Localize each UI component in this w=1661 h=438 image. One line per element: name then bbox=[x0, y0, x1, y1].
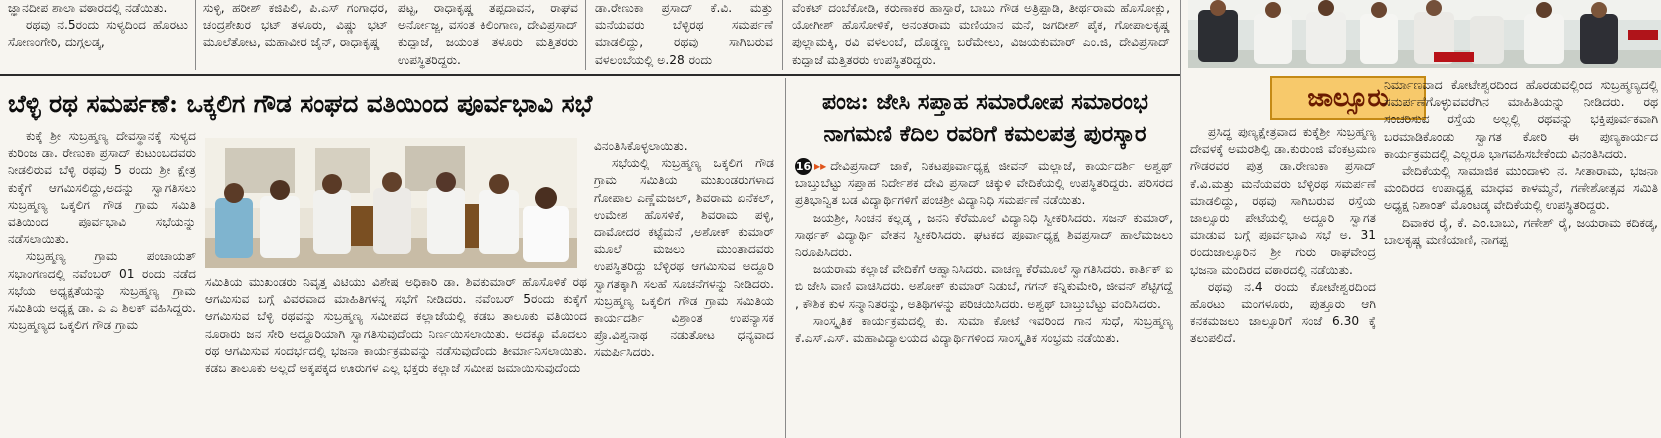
double-arrow-icon: ▸▸ bbox=[814, 159, 827, 173]
middle-article-body bbox=[795, 158, 1173, 438]
left-article-col-3-para-2: ಸಭೆಯಲ್ಲಿ ಸುಬ್ರಹ್ಮಣ್ಯ ಒಕ್ಕಲಿಗ ಗೌಡ ಗ್ರಾಮ ಸಮಿತಿಯ ಮುಖಂಡರುಗಳಾದ ಗೋಪಾಲ ಎಣ್ಣೆಮಜಲ್, ಶಿವರಾಮ ಏನೆಕಲ್, ಉಮೇಶ ಹೊಸಳಿಕೆ, ಶಿವರಾಮ ಪಳ್ಳಿ, ದಾಮೋದರ ಕಟ್ಟೆಮನೆ ,ಅಶೋಕ್ ಕುಮಾರ್ ಮೂಲೆ ಮಜಲು ಮುಂತಾದವರು ಉಪಸ್ಥಿತರಿದ್ದು ಬೆಳ್ಳಿರಥ ಆಗಮಿಸುವ ಅದ್ದೂರಿ ಸ್ವಾಗತಕ್ಕಾಗಿ ಸಲಹೆ ಸೂಚನೆಗಳನ್ನು ನೀಡಿದರು. ಸುಬ್ರಹ್ಮಣ್ಯ ಒಕ್ಕಲಿಗ ಗೌಡ ಗ್ರಾಮ ಸಮಿತಿಯ ಕಾರ್ಯದರ್ಶಿ ವಿಶ್ರಾಂತ ಉಪನ್ಯಾಸಕ ಪ್ರೊ.ವಿಶ್ವನಾಥ ನಡುತೋಟ ಧನ್ಯವಾದ ಸಮರ್ಪಿಸಿದರು. bbox=[594, 156, 774, 360]
right-article-col-1 bbox=[1190, 124, 1376, 438]
left-article-col-2 bbox=[205, 274, 587, 438]
meeting-photo-image bbox=[205, 138, 577, 268]
top-col-3 bbox=[398, 0, 578, 72]
middle-article-para-1 bbox=[795, 158, 1173, 210]
location-badge: ಜಾಲ್ಸೂರು bbox=[1270, 76, 1426, 120]
top-divider-1 bbox=[195, 0, 196, 70]
top-col-3-text: ಪಟ್ಟ, ರಾಧಾಕೃಷ್ಣ ತಪ್ಪದಾವನ, ರಾಘವ ಅರ್ನೋಜ್ಜ, ವಸಂತ ಕಿಲಿಂಗಾಣ, ದೇವಿಪ್ರಸಾದ್ ಕುದ್ಪಾಜೆ, ಜಯಂತ ತಳೂರು ಮತ್ತಿತರರು ಉಪಸ್ಥಿತರಿದ್ದರು. bbox=[398, 1, 578, 67]
top-col-2-text: ಸುಳ್ಳಿ, ಹರೀಶ್ ಕಜಿಪಿಲಿ, ಪಿ.ಎಸ್ ಗಂಗಾಧರ, ಚಂದ್ರಶೇಖರ ಭಟ್ ತಳೂರು, ವಿಷ್ಣು ಭಟ್ ಮೂಲೆತೋಟ, ಮಹಾವೀರ ಜೈನ್, ರಾಧಾಕೃಷ್ಣ bbox=[203, 1, 388, 50]
middle-article-headline-1: ಪಂಜ: ಜೇಸಿ ಸಪ್ತಾಹ ಸಮಾರೋಪ ಸಮಾರಂಭ bbox=[822, 89, 1148, 115]
article-divider-right bbox=[1180, 0, 1181, 438]
left-article-photo bbox=[205, 138, 577, 268]
middle-article-headline-2: ನಾಗಮಣಿ ಕೆದಿಲ ರವರಿಗೆ ಕಮಲಪತ್ರ ಪುರಸ್ಕಾರ bbox=[823, 121, 1147, 147]
middle-article-para-1-text: ದೇವಿಪ್ರಸಾದ್ ಜಾಕೆ, ನಿಕಟಪೂರ್ವಾಧ್ಯಕ್ಷ ಜೀವನ್ ಮಲ್ಲಾಜೆ, ಕಾರ್ಯದರ್ಶಿ ಅಶ್ವಥ್ ಬಾಬ್ತುಬೆಟ್ಟು ಸಪ್ತಾಹ ನಿರ್ದೇಶಕ ದೇವಿ ಪ್ರಸಾದ್ ಚಿಕ್ಕುಳಿ ವೇದಿಕೆಯಲ್ಲಿ ಉಪಸ್ಥಿತರಿದ್ದರು. ಪರಿಸರದ ಪ್ರತಿಭಾನ್ವಿತ ಬಡ ವಿದ್ಯಾರ್ಥಿಗಳಿಗೆ ಪಂಚಶ್ರೀ ವಿದ್ಯಾನಿಧಿ ಸಮರ್ಪಣೆ ನಡೆಯಿತು. bbox=[795, 159, 1173, 208]
top-col-1-line-a: ಜ್ಞಾನದೀಪ ಶಾಲಾ ವಠಾರದಲ್ಲಿ ನಡೆಯಿತು. bbox=[8, 1, 168, 15]
middle-article-para-3: ಜಯರಾಮ ಕಲ್ಲಾಜೆ ವೇದಿಕೆಗೆ ಆಹ್ವಾನಿಸಿದರು. ವಾಚಣ್ಣ ಕೆರೆಮೂಲೆ ಸ್ವಾಗತಿಸಿದರು. ಕಾರ್ತಿಕ್ ಐ ಬಿ ಜೇಸಿ ವಾಣಿ ವಾಚಿಸಿದರು. ಅಶೋಕ್ ಕುಮಾರ್ ನಿಡುಬೆ, ಗಗನ್ ಕನ್ನಿಕುಮೇರಿ, ಜೀವನ್ ಶೆಟ್ಟಿಗದ್ದೆ , ಕೌಶಿಕ ಕುಳ ಸನ್ಮಾನಿತರನ್ನು, ಅತಿಥಿಗಳನ್ನು ಪರಿಚಯಿಸಿದರು. ಅಶ್ವಥ್ ಬಾಬ್ತುಬೆಟ್ಟು ವಂದಿಸಿದರು. bbox=[795, 262, 1173, 311]
left-article-para-1: ಕುಕ್ಕೆ ಶ್ರೀ ಸುಬ್ರಹ್ಮಣ್ಯ ದೇವಸ್ಥಾನಕ್ಕೆ ಸುಳ್ಯದ ಕುರಿಂಜ ಡಾ. ರೇಣುಕಾ ಪ್ರಸಾದ್ ಕುಟುಂಬದವರು ನೀಡಲಿರುವ ಬೆಳ್ಳಿ ರಥವು 5 ರಂದು ಶ್ರೀ ಕ್ಷೇತ್ರ ಕುಕ್ಕೆಗೆ ಆಗಮಿಸಲಿದ್ದು,ಅದನ್ನು ಸ್ವಾಗತಿಸಲು ಸುಬ್ರಹ್ಮಣ್ಯ ಒಕ್ಕಲಿಗ ಗೌಡ ಗ್ರಾಮ ಸಮಿತಿ ವತಿಯಿಂದ ಪೂರ್ವಭಾವಿ ಸಭೆಯನ್ನು ನಡೆಸಲಾಯಿತು. bbox=[8, 129, 196, 247]
group-photo-image bbox=[1188, 0, 1661, 68]
right-article-col-2 bbox=[1384, 76, 1658, 438]
left-article-col-1 bbox=[8, 128, 196, 438]
left-article-headline: ಬೆಳ್ಳಿ ರಥ ಸಮರ್ಪಣೆ: ಒಕ್ಕಲಿಗ ಗೌಡ ಸಂಘದ ವತಿಯಿಂದ ಪೂರ್ವಭಾವಿ ಸಭೆ bbox=[8, 89, 593, 118]
middle-article-para-2: ಜಯಶ್ರೀ, ಸಿಂಚನ ಕಲ್ಲಡ್ಕ , ಜನನಿ ಕೆರೆಮೂಲೆ ವಿದ್ಯಾನಿಧಿ ಸ್ವೀಕರಿಸಿದರು. ಸಜನ್ ಕುಮಾರ್, ಸಾರ್ಥಕ್ ವಿದ್ಯಾರ್ಥಿ ವೇತನ ಸ್ವೀಕರಿಸಿದರು. ಘಟಕದ ಪೂರ್ವಾಧ್ಯಕ್ಷ ಶಿವಪ್ರಸಾದ್ ಹಾಲೆಮಜಲು ನಿರೂಪಿಸಿದರು. bbox=[795, 210, 1173, 260]
right-article-col-2-para-1: ನಿರ್ಮಾಣವಾದ ಕೋಟೇಶ್ವರದಿಂದ ಹೊರಡುವಲ್ಲಿಂದ ಸುಬ್ರಹ್ಮಣ್ಯದಲ್ಲಿ ಸಮರ್ಪಣೆಗೊಳ್ಳುವವರೆಗಿನ ಮಾಹಿತಿಯನ್ನು ನೀಡಿದರು. ರಥ ಸಂಚರಿಸುವ ರಸ್ತೆಯ ಅಲ್ಲಲ್ಲಿ ರಥವನ್ನು ಭಕ್ತಿಪೂರ್ವಕವಾಗಿ ಬರಮಾಡಿಕೊಂಡು ಸ್ವಾಗತ ಕೋರಿ ಈ ಪುಣ್ಯಕಾರ್ಯದ ಕಾರ್ಯಕ್ರಮದಲ್ಲಿ ಎಲ್ಲರೂ ಭಾಗವಹಿಸಬೇಕೆಂದು ವಿನಂತಿಸಿದರು. bbox=[1384, 77, 1658, 161]
right-article-col-2-para-2: ವೇದಿಕೆಯಲ್ಲಿ ಸಾಮಾಜಿಕ ಮುಂದಾಳು ನ. ಸೀತಾರಾಮ, ಭಜನಾ ಮಂದಿರದ ಉಪಾಧ್ಯಕ್ಷ ಮಾಧವ ಕಾಳಮ್ಮನೆ, ಗಣೇಶೋತ್ಸವ ಸಮಿತಿ ಅಧ್ಯಕ್ಷ ನಿಶಾಂತ್ ಮೊಂಟಡ್ಕ ವೇದಿಕೆಯಲ್ಲಿ ಉಪಸ್ಥಿತರಿದ್ದರು. bbox=[1384, 163, 1658, 213]
top-col-5 bbox=[792, 0, 1170, 72]
left-article-col-2-text: ಸಮಿತಿಯ ಮುಖಂಡರು ನಿವೃತ್ತ ವಿಟಿಯು ವಿಶೇಷ ಅಧಿಕಾರಿ ಡಾ. ಶಿವಕುಮಾರ್ ಹೊಸೊಳಿಕೆ ರಥ ಆಗಮಿಸುವ ಬಗ್ಗೆ ವಿವರವಾದ ಮಾಹಿತಿಗಳನ್ನ ಸಭೆಗೆ ನೀಡಿದರು. ನವೆಂಬರ್ 5ರಂದು ಕುಕ್ಕೆಗೆ ಆಗಮಿಸುವ ಬೆಳ್ಳಿ ರಥವನ್ನು ಸುಬ್ರಹ್ಮಣ್ಯ ಸಮೀಪದ ಕಲ್ಲಾಜೆಯಲ್ಲಿ ಕಡಬ ತಾಲೂಕು ವತಿಯಿಂದ ನೂರಾರು ಜನ ಸೇರಿ ಅದ್ದೂರಿಯಾಗಿ ಸ್ವಾಗತಿಸುವುದೆಂದು ನಿರ್ಣಯಿಸಲಾಯಿತು. ಅದಕ್ಕೂ ಮೊದಲು ರಥ ಆಗಮಿಸುವ ಸಂದರ್ಭದಲ್ಲಿ ಭಜನಾ ಕಾರ್ಯಕ್ರಮವನ್ನು ನಡೆಸುವುದೆಂದು ತೀರ್ಮಾನಿಸಲಾಯಿತು. ಕಡಬ ತಾಲೂಕು ಅಲ್ಲದೆ ಅಕ್ಕಪಕ್ಕದ ಊರುಗಳ ಎಲ್ಲ ಭಕ್ತರು ಕಲ್ಲಾಜೆ ಸಮೀಪ ಜಮಾಯಿಸುವುದೆಂದು bbox=[205, 275, 587, 376]
left-article-col-3-para-1: ವಿನಂತಿಸಿಕೊಳ್ಳಲಾಯಿತು. bbox=[594, 139, 688, 153]
top-col-1-line-b: ರಥವು ನ.5ರಂದು ಸುಳ್ಯದಿಂದ ಹೊರಟು ಸೋಣಂಗೇರಿ, ದುಗ್ಗಲಡ್ಕ, bbox=[8, 18, 188, 50]
top-right-photo bbox=[1188, 0, 1661, 68]
top-col-4 bbox=[595, 0, 773, 72]
article-divider-left bbox=[785, 78, 786, 438]
right-article-col-1-para-2: ರಥವು ನ.4 ರಂದು ಕೋಟೇಶ್ವರದಿಂದ ಹೊರಟು ಮಂಗಳೂರು, ಪುತ್ತೂರು ಆಗಿ ಕನಕಮಜಲು ಜಾಲ್ಸೂರಿಗೆ ಸಂಜೆ 6.30 ಕ್ಕೆ ತಲುಪಲಿದೆ. bbox=[1190, 279, 1376, 346]
right-article-col-2-para-3: ದಿವಾಕರ ರೈ, ಕೆ. ಎಂ.ಬಾಬು, ಗಣೇಶ್ ರೈ, ಜಯರಾಮ ಕದಿಕಡ್ಕ, ಬಾಲಕೃಷ್ಣ ಮಣಿಯಾಣಿ, ನಾಗಪ್ಪ bbox=[1384, 214, 1658, 247]
top-col-2 bbox=[203, 0, 388, 72]
left-article-para-2: ಸುಬ್ರಹ್ಮಣ್ಯ ಗ್ರಾಮ ಪಂಚಾಯತ್ ಸಭಾಂಗಣದಲ್ಲಿ ನವೆಂಬರ್ 01 ರಂದು ನಡೆದ ಸಭೆಯ ಅಧ್ಯಕ್ಷತೆಯನ್ನು ಸುಬ್ರಹ್ಮಣ್ಯ ಗ್ರಾಮ ಸಮಿತಿಯ ಅಧ್ಯಕ್ಷ ಡಾ. ಎ ಎ ಶಿಲಕ್ ವಹಿಸಿದ್ದರು. ಸುಬ್ರಹ್ಮಣ್ಯದ ಒಕ್ಕಲಿಗ ಗೌಡ ಗ್ರಾಮ bbox=[8, 249, 196, 333]
top-divider-2 bbox=[585, 0, 586, 70]
top-col-1 bbox=[8, 0, 188, 72]
middle-article-para-4: ಸಾಂಸ್ಕೃತಿಕ ಕಾರ್ಯಕ್ರಮದಲ್ಲಿ ಕು. ಸುಮಾ ಕೋಟೆ ಇವರಿಂದ ಗಾನ ಸುಧೆ, ಸುಬ್ರಹ್ಮಣ್ಯ ಕೆ.ಎಸ್.ಎಸ್. ಮಹಾವಿದ್ಯಾಲಯದ ವಿದ್ಯಾರ್ಥಿಗಳಿಂದ ಸಾಂಸ್ಕೃತಿಕ ಸಂಭ್ರಮ ನಡೆಯಿತು. bbox=[795, 313, 1173, 346]
top-separator bbox=[0, 74, 1180, 76]
top-divider-3 bbox=[782, 0, 783, 70]
right-article-col-1-para-1: ಪ್ರಸಿದ್ಧ ಪುಣ್ಯಕ್ಷೇತ್ರವಾದ ಕುಕ್ಕೆಶ್ರೀ ಸುಬ್ರಹ್ಮಣ್ಯ ದೇವಳಕ್ಕೆ ಅಮರಶಿಲ್ಪಿ ಡಾ.ಕುರುಂಜಿ ವೆಂಕಟ್ರಮಣ ಗೌಡರವರ ಪುತ್ರ ಡಾ.ರೇಣುಕಾ ಪ್ರಸಾದ್ ಕೆ.ವಿ.ಮತ್ತು ಮನೆಯವರು ಬೆಳ್ಳಿರಥ ಸಮರ್ಪಣೆ ಮಾಡಲಿದ್ದು, ರಥವು ಸಾಗಿಬರುವ ರಸ್ತೆಯ ಜಾಲ್ಸೂರು ಪೇಟೆಯಲ್ಲಿ ಅದ್ದೂರಿ ಸ್ವಾಗತ ಮಾಡುವ ಬಗ್ಗೆ ಪೂರ್ವಭಾವಿ ಸಭೆ ಅ. 31 ರಂದುಜಾಲ್ಸೂರಿನ ಶ್ರೀ ಗುರು ರಾಘವೇಂದ್ರ ಭಜನಾ ಮಂದಿರದ ವಠಾರದಲ್ಲಿ ನಡೆಯಿತು. bbox=[1190, 125, 1376, 277]
page-number-badge: 16 bbox=[795, 160, 812, 173]
top-col-4-text: ಡಾ.ರೇಣುಕಾ ಪ್ರಸಾದ್ ಕೆ.ವಿ. ಮತ್ತು ಮನೆಯವರು ಬೆಳ್ಳಿರಥ ಸಮರ್ಪಣೆ ಮಾಡಲಿದ್ದು, ರಥವು ಸಾಗಿಬರುವ ವಳಲಂಬೆಯಲ್ಲಿ ಅ.28 ರಂದು bbox=[595, 1, 773, 67]
top-col-5-text: ವೆಂಕಟ್ ದಂಬೆಕೋಡಿ, ಕರುಣಾಕರ ಹಾಸ್ಪಾರೆ, ಬಾಬು ಗೌಡ ಅತ್ರಿಪ್ಪಾಡಿ, ತೀರ್ಥರಾಮ ಹೊಸೋಕ್ಲು, ಯೋಗೀಶ್ ಹೊಸೋಳಿಕೆ, ಅನಂತರಾಮ ಮಣಿಯಾನ ಮನೆ, ಜಗದೀಶ್ ಪೈಕ, ಗೋಪಾಲಕೃಷ್ಣ ಪುಲ್ಲಾಮಕ್ಕಿ, ರವಿ ವಳಲಂಬೆ, ದೊಡ್ಡಣ್ಣ ಬರೆಮೇಲು, ವಿಜಯಕುಮಾರ್ ಎಂ.ಜಿ, ದೇವಿಪ್ರಸಾದ್ ಕುದ್ಪಾಜೆ ಮತ್ತಿತರರು ಉಪಸ್ಥಿತರಿದ್ದರು. bbox=[792, 1, 1170, 67]
left-article-col-3 bbox=[594, 138, 774, 438]
